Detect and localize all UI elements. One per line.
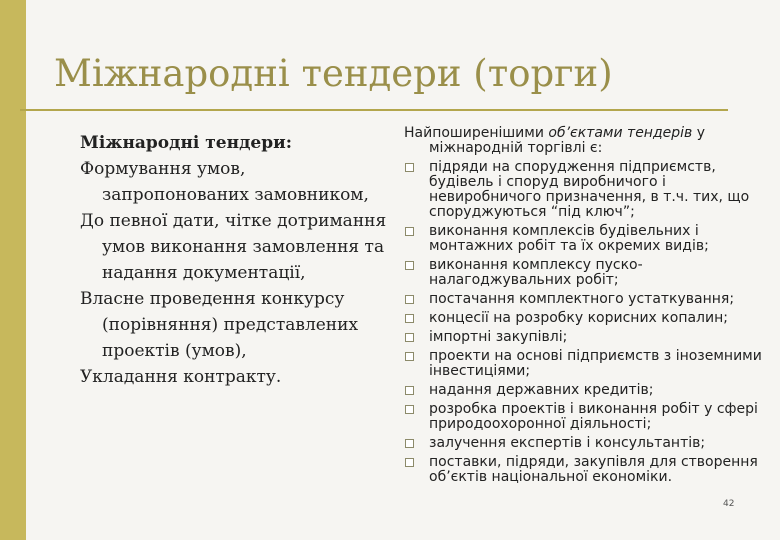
right-column xyxy=(404,126,776,485)
list-item xyxy=(404,383,776,398)
intro-text-end: у міжнародній торгівлі є: xyxy=(429,125,706,156)
accent-sidebar xyxy=(0,0,26,540)
list-item-text: поставки, підряди, закупівля для створення об’єктів національної економіки. xyxy=(429,454,758,485)
list-item xyxy=(404,330,776,345)
square-bullet-icon xyxy=(405,458,414,467)
list-item-text: підряди на спорудження підприємств, будівель і споруд виробничого і невиробничого призначення, в т.ч. тих, що споруджуються “під ключ”; xyxy=(429,159,750,220)
left-item: До певної дати, чітке дотримання умов виконання замовлення та надання документації, xyxy=(80,211,387,283)
list-item xyxy=(404,455,776,485)
list-item xyxy=(404,224,776,254)
square-bullet-icon xyxy=(405,163,414,172)
list-item xyxy=(404,311,776,326)
square-bullet-icon xyxy=(405,333,414,342)
list-item-text: розробка проектів і виконання робіт у сфері природоохоронної діяльності; xyxy=(429,401,758,432)
left-item: Укладання контракту. xyxy=(80,367,282,387)
square-bullet-icon xyxy=(405,352,414,361)
square-bullet-icon xyxy=(405,405,414,414)
title-divider xyxy=(20,109,728,111)
list-item-text: концесії на розробку корисних копалин; xyxy=(429,310,728,326)
left-item: Власне проведення конкурсу (порівняння) представлених проектів (умов), xyxy=(80,289,359,361)
square-bullet-icon xyxy=(405,261,414,270)
square-bullet-icon xyxy=(405,439,414,448)
slide-title: Міжнародні тендери (торги) xyxy=(54,52,613,95)
objects-list xyxy=(404,160,776,485)
left-item: Формування умов, запропонованих замовником, xyxy=(80,159,369,205)
list-item xyxy=(404,349,776,379)
list-item xyxy=(404,160,776,220)
list-item-text: виконання комплексів будівельних і монтажних робіт та їх окремих видів; xyxy=(429,223,709,254)
list-item-text: виконання комплексу пуско-налагоджувальних робіт; xyxy=(429,257,643,288)
list-item-text: постачання комплектного устаткування; xyxy=(429,291,735,307)
list-item-text: проекти на основі підприємств з іноземними інвестиціями; xyxy=(429,348,762,379)
list-item-text: надання державних кредитів; xyxy=(429,382,654,398)
left-heading: Міжнародні тендери: xyxy=(80,133,292,153)
list-item-text: імпортні закупівлі; xyxy=(429,329,568,345)
intro-text: Найпоширенішими xyxy=(404,125,549,141)
list-item xyxy=(404,258,776,288)
objects-intro xyxy=(404,126,776,156)
left-column xyxy=(80,126,390,390)
square-bullet-icon xyxy=(405,314,414,323)
page-number: 42 xyxy=(723,499,735,509)
list-item xyxy=(404,436,776,451)
square-bullet-icon xyxy=(405,386,414,395)
intro-emphasis: об’єктами тендерів xyxy=(548,125,693,141)
list-item xyxy=(404,402,776,432)
list-item xyxy=(404,292,776,307)
list-item-text: залучення експертів і консультантів; xyxy=(429,435,706,451)
square-bullet-icon xyxy=(405,227,414,236)
square-bullet-icon xyxy=(405,295,414,304)
